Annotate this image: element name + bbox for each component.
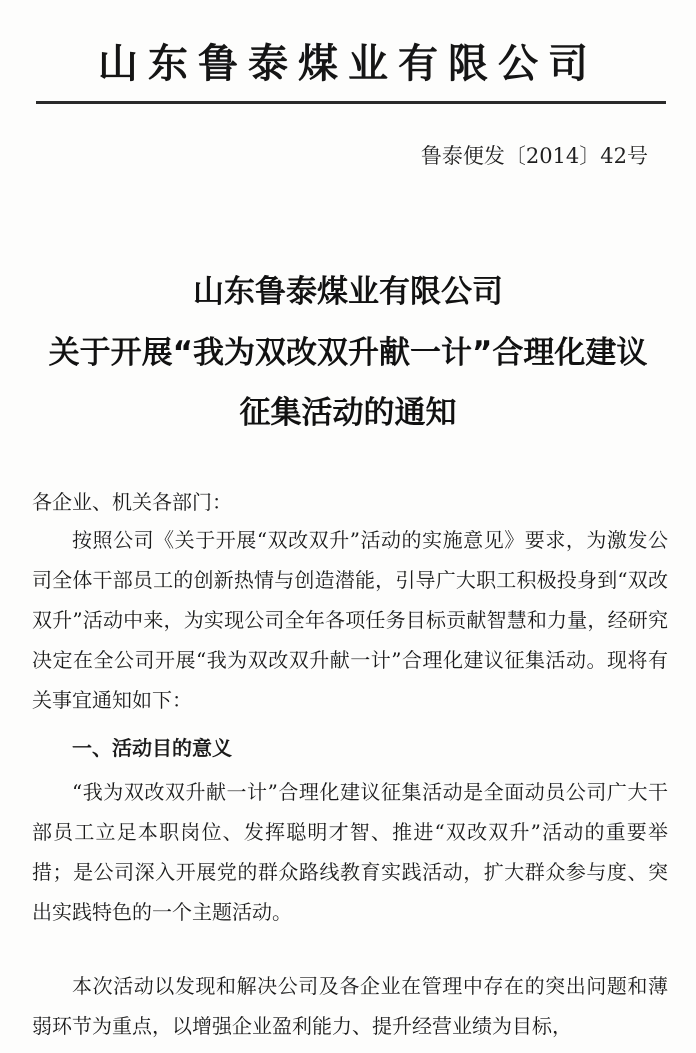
salutation: 各企业、机关各部门： xyxy=(32,490,232,514)
paragraph-3: 本次活动以发现和解决公司及各企业在管理中存在的突出问题和薄弱环节为重点，以增强企业盈利能力、提升经营业绩为目标， xyxy=(32,974,668,1038)
document-number: 鲁泰便发〔2014〕42号 xyxy=(420,144,648,168)
letterhead-company-name: 山东鲁泰煤业有限公司 xyxy=(98,41,598,87)
paragraph-1: 按照公司《关于开展“双改双升”活动的实施意见》要求，为激发公司全体干部员工的创新热情与创造潜能，引导广大职工积极投身到“双改双升”活动中来，为实现公司全年各项任务目标贡献智慧和力量，经研究决定在全公司开展“我为双改双升献一计”合理化建议征集活动。现将有关事宜通知如下： xyxy=(32,528,668,712)
title-line-2: 关于开展“我为双改双升献一计”合理化建议 xyxy=(48,335,648,371)
letterhead-divider xyxy=(36,101,666,104)
title-line-1: 山东鲁泰煤业有限公司 xyxy=(193,274,503,310)
title-line-3: 征集活动的通知 xyxy=(239,395,457,431)
paragraph-2: “我为双改双升献一计”合理化建议征集活动是全面动员公司广大干部员工立足本职岗位、发挥聪明才智、推进“双改双升”活动的重要举措；是公司深入开展党的群众路线教育实践活动，扩大群众参与度、突出实践特色的一个主题活动。 xyxy=(32,780,668,924)
section-heading-1: 一、活动目的意义 xyxy=(72,736,232,760)
